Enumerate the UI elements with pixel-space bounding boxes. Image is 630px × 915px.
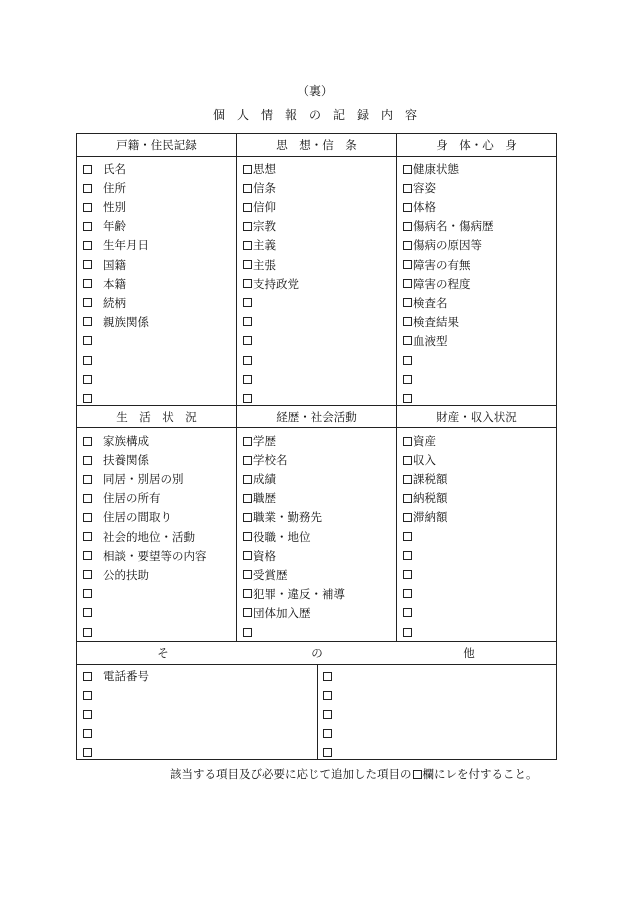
checkbox-item[interactable] [83,275,126,293]
checkbox-item[interactable] [243,547,276,565]
checkbox-label: 傷病名・傷病歴 [413,219,494,234]
checkbox-item[interactable] [243,198,276,216]
checkbox-item[interactable] [403,332,448,350]
checkbox[interactable] [243,589,252,598]
checkbox-label: 住所 [103,181,126,196]
header-koseki: 戸籍・住民記録 [116,138,197,152]
checkbox-label: 学歴 [253,434,276,448]
checkbox[interactable] [403,394,412,403]
checkbox[interactable] [83,628,92,637]
checkbox[interactable] [403,241,412,250]
checkbox-item[interactable] [403,489,448,507]
checkbox-item[interactable] [403,256,471,274]
checkbox-item[interactable] [403,451,436,469]
checkbox-label: 信仰 [253,200,276,215]
checkbox[interactable] [403,570,412,579]
checkbox-item[interactable] [83,432,149,450]
checkbox[interactable] [243,608,252,617]
checkbox[interactable] [403,317,412,326]
checkbox[interactable] [403,475,412,484]
checkbox-label: 納税額 [413,491,448,506]
checkbox[interactable] [83,260,92,269]
checkbox-label: 生年月日 [103,238,149,253]
checkbox[interactable] [243,203,252,212]
header-zaisan: 財産・収入状況 [436,410,517,424]
checkbox-label: 主義 [253,238,276,253]
checkbox-item[interactable] [83,217,126,235]
checkbox[interactable] [403,298,412,307]
checkbox-item[interactable] [243,470,276,488]
checkbox-item[interactable] [403,547,413,565]
checkbox-symbol [413,770,422,779]
checkbox-item[interactable] [83,686,103,704]
checkbox-label: 資産 [413,434,436,448]
checkbox-item[interactable] [83,724,103,742]
divider-h1 [77,156,556,157]
checkbox[interactable] [83,672,92,681]
checkbox[interactable] [243,456,252,465]
checkbox-item[interactable] [83,198,126,216]
checkbox-item[interactable] [403,179,436,197]
divider-v3 [317,664,318,759]
checkbox-label: 傷病の原因等 [413,238,482,253]
checkbox-item[interactable] [83,256,126,274]
checkbox-item[interactable] [403,351,413,369]
checkbox[interactable] [243,317,252,326]
header-seikatsu: 生 活 状 況 [116,410,197,424]
divider-v1 [236,134,237,641]
checkbox-item[interactable] [243,432,276,450]
checkbox[interactable] [83,203,92,212]
checkbox-label: 社会的地位・活動 [103,529,195,544]
checkbox-item[interactable] [243,528,311,546]
checkbox-item[interactable] [83,489,161,507]
checkbox-item[interactable] [243,313,253,331]
checkbox[interactable] [83,532,92,541]
checkbox-label: 団体加入歴 [253,605,311,620]
checkbox[interactable] [83,184,92,193]
checkbox[interactable] [83,513,92,522]
checkbox-item[interactable] [83,236,149,254]
checkbox-label: 検査結果 [413,314,459,329]
checkbox-item[interactable] [83,528,195,546]
checkbox[interactable] [243,475,252,484]
checkbox[interactable] [243,298,252,307]
checkbox-item[interactable] [403,294,448,312]
checkbox[interactable] [403,184,412,193]
note-text-before: 該当する項目及び必要に応じて追加した項目の [170,767,412,781]
checkbox[interactable] [403,336,412,345]
checkbox[interactable] [83,375,92,384]
checkbox-item[interactable] [403,275,471,293]
record-grid [76,133,557,760]
checkbox-item[interactable] [243,623,253,641]
checkbox-label: 学校名 [253,453,288,468]
checkbox[interactable] [403,494,412,503]
checkbox[interactable] [243,394,252,403]
checkbox[interactable] [243,241,252,250]
checkbox-item[interactable] [403,236,482,254]
checkbox-label: 成績 [253,472,276,487]
checkbox-item[interactable] [323,686,333,704]
checkbox-item[interactable] [243,256,276,274]
checkbox-label: 同居・別居の別 [103,472,184,487]
checkbox[interactable] [243,336,252,345]
checkbox[interactable] [403,260,412,269]
checkbox-label: 氏名 [103,162,126,176]
header-sonota-3: 他 [463,646,475,660]
checkbox[interactable] [83,437,92,446]
checkbox-label: 信条 [253,181,276,196]
checkbox-item[interactable] [83,332,103,350]
header-shiso: 思 想・信 条 [276,138,357,152]
checkbox-label: 検査名 [413,295,448,310]
checkbox[interactable] [243,165,252,174]
checkbox-item[interactable] [83,743,103,761]
checkbox-item[interactable] [83,370,103,388]
checkbox-label: 職業・勤務先 [253,510,322,525]
checkbox-item[interactable] [243,179,276,197]
checkbox-item[interactable] [243,508,322,526]
checkbox-label: 電話番号 [103,669,149,683]
checkbox-item[interactable] [403,313,459,331]
checkbox[interactable] [403,513,412,522]
checkbox[interactable] [83,356,92,365]
checkbox-item[interactable] [83,313,149,331]
checkbox-label: 扶養関係 [103,453,149,468]
checkbox[interactable] [323,748,332,757]
checkbox[interactable] [403,608,412,617]
checkbox[interactable] [83,394,92,403]
checkbox[interactable] [403,375,412,384]
checkbox[interactable] [243,437,252,446]
checkbox[interactable] [243,260,252,269]
checkbox[interactable] [83,475,92,484]
checkbox-item[interactable] [403,585,413,603]
checkbox[interactable] [83,279,92,288]
document-title: 個 人 情 報 の 記 録 内 容 [212,108,417,122]
header-shintai: 身 体・心 身 [436,138,517,152]
checkbox-label: 容姿 [413,181,436,196]
checkbox-item[interactable] [403,623,413,641]
checkbox-label: 受賞歴 [253,567,288,582]
checkbox[interactable] [403,437,412,446]
checkbox[interactable] [243,279,252,288]
checkbox[interactable] [403,279,412,288]
checkbox-item[interactable] [83,470,184,488]
checkbox-item[interactable] [243,604,311,622]
checkbox-label: 主張 [253,257,276,272]
checkbox[interactable] [403,551,412,560]
instruction-note [170,766,538,782]
checkbox-item[interactable] [403,508,448,526]
checkbox-item[interactable] [83,294,126,312]
checkbox[interactable] [83,570,92,579]
checkbox-item[interactable] [83,566,149,584]
checkbox[interactable] [403,165,412,174]
checkbox[interactable] [323,710,332,719]
checkbox-label: 住居の所有 [103,491,161,506]
checkbox-item[interactable] [243,351,253,369]
checkbox-label: 本籍 [103,276,126,291]
checkbox[interactable] [243,513,252,522]
checkbox-label: 収入 [413,453,436,468]
checkbox[interactable] [83,589,92,598]
checkbox-label: 血液型 [413,333,448,348]
checkbox[interactable] [83,710,92,719]
checkbox-label: 年齢 [103,219,126,234]
checkbox[interactable] [83,298,92,307]
checkbox[interactable] [243,356,252,365]
checkbox[interactable] [83,691,92,700]
checkbox-label: 資格 [253,548,276,563]
checkbox-item[interactable] [83,623,103,641]
checkbox-label: 家族構成 [103,434,149,448]
checkbox-item[interactable] [243,275,299,293]
checkbox[interactable] [83,456,92,465]
checkbox-label: 体格 [413,200,436,215]
checkbox-item[interactable] [403,389,413,407]
checkbox-label: 犯罪・違反・補導 [253,586,345,601]
header-keireki: 経歴・社会活動 [276,410,357,424]
checkbox-item[interactable] [403,432,436,450]
checkbox[interactable] [83,222,92,231]
checkbox-item[interactable] [243,370,253,388]
checkbox-label: 相談・要望等の内容 [103,548,207,563]
checkbox[interactable] [403,532,412,541]
checkbox[interactable] [403,356,412,365]
checkbox-item[interactable] [243,332,253,350]
checkbox-label: 職歴 [253,491,276,506]
checkbox-label: 健康状態 [413,162,459,176]
checkbox-label: 公的扶助 [103,567,149,582]
checkbox-item[interactable] [323,705,333,723]
checkbox-item[interactable] [243,217,276,235]
checkbox-item[interactable] [83,351,103,369]
checkbox-label: 親族関係 [103,314,149,329]
checkbox[interactable] [243,570,252,579]
checkbox-item[interactable] [83,547,207,565]
checkbox[interactable] [83,608,92,617]
checkbox-item[interactable] [243,451,288,469]
checkbox[interactable] [243,375,252,384]
checkbox-item[interactable] [83,160,126,178]
checkbox-item[interactable] [243,236,276,254]
checkbox-label: 支持政党 [253,276,299,291]
checkbox[interactable] [83,729,92,738]
checkbox-label: 滞納額 [413,510,448,525]
checkbox-label: 住居の間取り [103,510,172,525]
checkbox[interactable] [243,222,252,231]
checkbox-item[interactable] [83,451,149,469]
checkbox-item[interactable] [83,508,172,526]
checkbox-label: 課税額 [413,472,448,487]
checkbox[interactable] [323,672,332,681]
checkbox-item[interactable] [323,724,333,742]
checkbox[interactable] [403,628,412,637]
header-sonota-1: そ [157,646,169,660]
checkbox-label: 障害の程度 [413,276,471,291]
checkbox[interactable] [243,628,252,637]
checkbox-label: 性別 [103,200,126,215]
checkbox-item[interactable] [403,217,494,235]
checkbox-item[interactable] [243,585,345,603]
divider-v2 [396,134,397,641]
checkbox-label: 国籍 [103,257,126,272]
note-text-after: 欄にレを付すること。 [422,767,538,781]
checkbox[interactable] [83,551,92,560]
checkbox-label: 思想 [253,162,276,176]
checkbox-item[interactable] [243,489,276,507]
checkbox[interactable] [323,729,332,738]
header-sonota-2: の [311,646,323,660]
checkbox[interactable] [83,748,92,757]
checkbox[interactable] [83,336,92,345]
checkbox-label: 役職・地位 [253,529,311,544]
checkbox-item[interactable] [403,198,436,216]
checkbox-item[interactable] [323,743,333,761]
checkbox-item[interactable] [243,294,253,312]
checkbox-item[interactable] [403,566,413,584]
checkbox-label: 宗教 [253,219,276,234]
checkbox[interactable] [403,589,412,598]
checkbox[interactable] [403,456,412,465]
checkbox-item[interactable] [403,160,459,178]
checkbox-item[interactable] [83,667,149,685]
checkbox[interactable] [403,222,412,231]
checkbox-item[interactable] [243,566,288,584]
checkbox-item[interactable] [403,370,413,388]
checkbox-item[interactable] [83,389,103,407]
checkbox-item[interactable] [83,705,103,723]
checkbox-item[interactable] [403,604,413,622]
divider-h5 [77,664,556,665]
checkbox[interactable] [83,241,92,250]
checkbox[interactable] [243,184,252,193]
checkbox-item[interactable] [243,389,253,407]
checkbox[interactable] [243,551,252,560]
checkbox[interactable] [243,532,252,541]
page-label: （裏） [296,84,333,98]
checkbox[interactable] [323,691,332,700]
checkbox-item[interactable] [83,179,126,197]
checkbox-item[interactable] [83,585,103,603]
checkbox-item[interactable] [243,160,276,178]
checkbox[interactable] [243,494,252,503]
checkbox[interactable] [83,165,92,174]
checkbox-label: 障害の有無 [413,257,471,272]
checkbox[interactable] [403,203,412,212]
checkbox[interactable] [83,494,92,503]
checkbox-item[interactable] [83,604,103,622]
checkbox-label: 続柄 [103,295,126,310]
checkbox-item[interactable] [403,470,448,488]
checkbox-item[interactable] [323,667,333,685]
checkbox-item[interactable] [403,528,413,546]
checkbox[interactable] [83,317,92,326]
